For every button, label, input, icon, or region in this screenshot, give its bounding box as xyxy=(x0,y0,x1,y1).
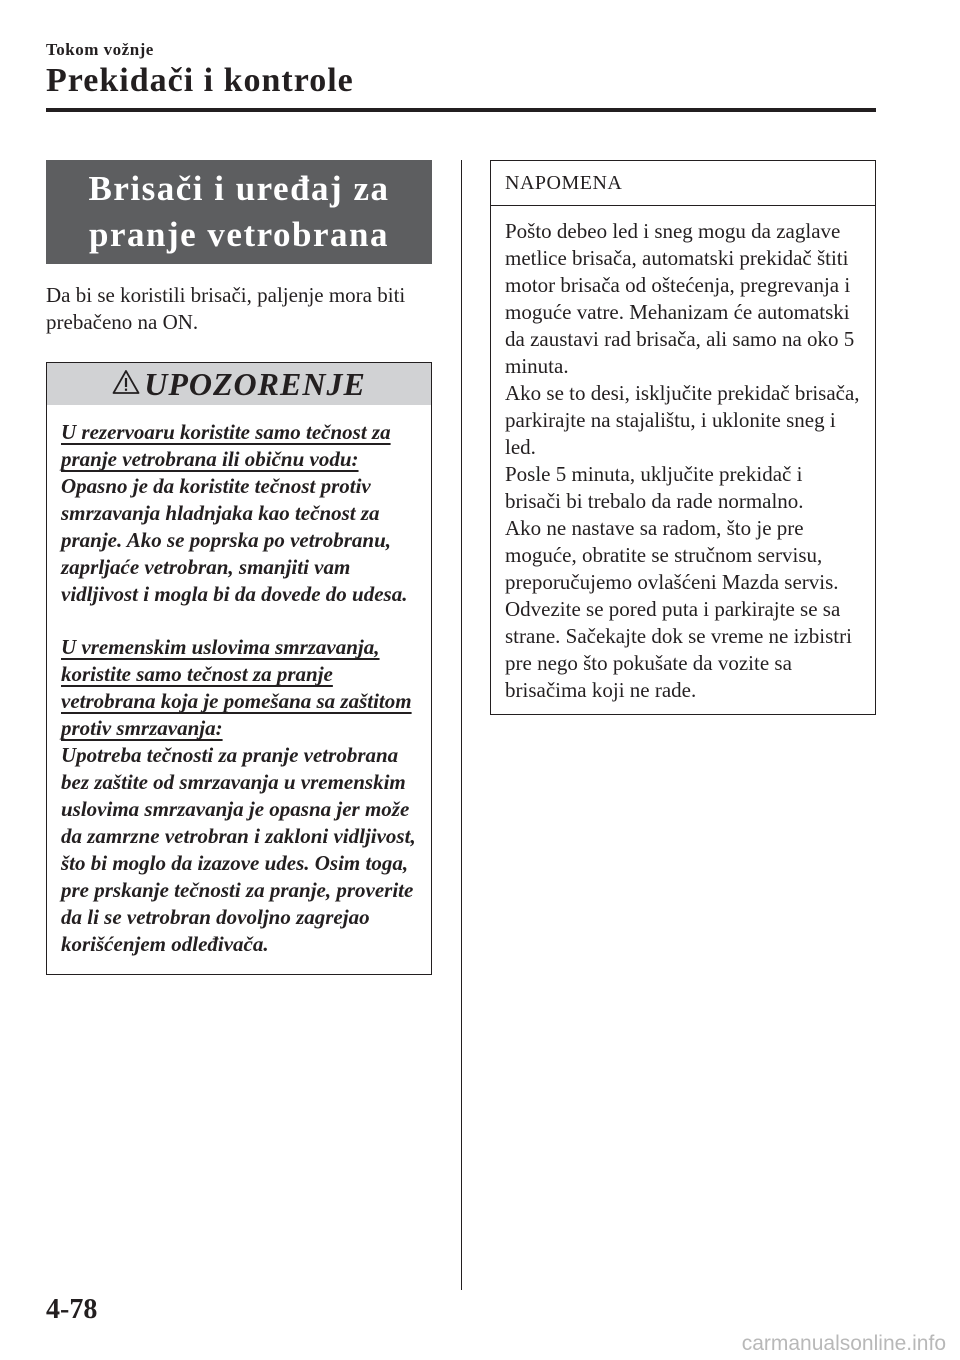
warning-body xyxy=(47,405,431,974)
note-paragraph: Ako se to desi, isključite prekidač brisača, parkirajte na stajalištu, i uklonite sneg i led. xyxy=(505,381,860,459)
left-column xyxy=(46,160,432,975)
note-paragraph: Ako ne nastave sa radom, što je pre moguće, obratite se stručnom servisu, preporučujemo ovlašćeni Mazda servis. xyxy=(505,516,839,594)
header-rule xyxy=(46,108,876,112)
note-paragraph: Pošto debeo led i sneg mogu da zaglave metlice brisača, automatski prekidač štiti motor brisača od oštećenja, pregrevanja i moguće vatre. Mehanizam će automatski da zaustavi rad brisača, ali samo na oko 5 minuta. xyxy=(505,219,855,378)
warning-triangle-icon xyxy=(112,369,140,395)
warning-label: UPOZORENJE xyxy=(144,365,366,402)
note-box xyxy=(490,160,876,715)
warning-header xyxy=(47,363,431,405)
note-body xyxy=(491,206,875,714)
warning-paragraph xyxy=(61,419,417,608)
page-header xyxy=(46,40,876,100)
note-paragraph: Odvezite se pored puta i parkirajte se sa strane. Sačekajte dok se vreme ne izbistri pre nego što pokušate da vozite sa brisačima koji ne rade. xyxy=(505,597,852,702)
breadcrumb: Tokom vožnje xyxy=(46,40,154,59)
warning-text: Upotreba tečnosti za pranje vetrobrana bez zaštite od smrzavanja u vremenskim uslovima smrzavanja je opasna jer može da zamrzne vetrobran i zakloni vidljivost, što bi moglo da izazove udes. Osim toga, pre prskanje tečnosti za pranje, proverite da li se vetrobran dovoljno zagrejao korišćenjem odleđivača. xyxy=(61,743,416,956)
warning-box xyxy=(46,362,432,975)
page-number: 4-78 xyxy=(46,1294,98,1325)
column-divider xyxy=(461,160,462,1290)
page-title: Prekidači i kontrole xyxy=(46,62,354,99)
warning-heading: U vremenskim uslovima smrzavanja, koristite samo tečnost za pranje vetrobrana koja je pomešana sa zaštitom protiv smrzavanja: xyxy=(61,635,412,740)
note-header: NAPOMENA xyxy=(491,161,875,206)
warning-paragraph xyxy=(61,634,417,958)
watermark: carmanualsonline.info xyxy=(741,1332,946,1355)
note-paragraph: Posle 5 minuta, uključite prekidač i brisači bi trebalo da rade normalno. xyxy=(505,462,804,513)
warning-heading: U rezervoaru koristite samo tečnost za pranje vetrobrana ili običnu vodu: xyxy=(61,420,391,471)
section-title: Brisači i uređaj za pranje vetrobrana xyxy=(46,160,432,264)
intro-paragraph: Da bi se koristili brisači, paljenje mora biti prebačeno na ON. xyxy=(46,283,406,334)
right-column xyxy=(490,160,876,715)
warning-text: Opasno je da koristite tečnost protiv smrzavanja hladnjaka kao tečnost za pranje. Ako se poprska po vetrobranu, zaprljaće vetrobran, smanjiti vam vidljivost i mogla bi da dovede do udesa. xyxy=(61,474,408,606)
